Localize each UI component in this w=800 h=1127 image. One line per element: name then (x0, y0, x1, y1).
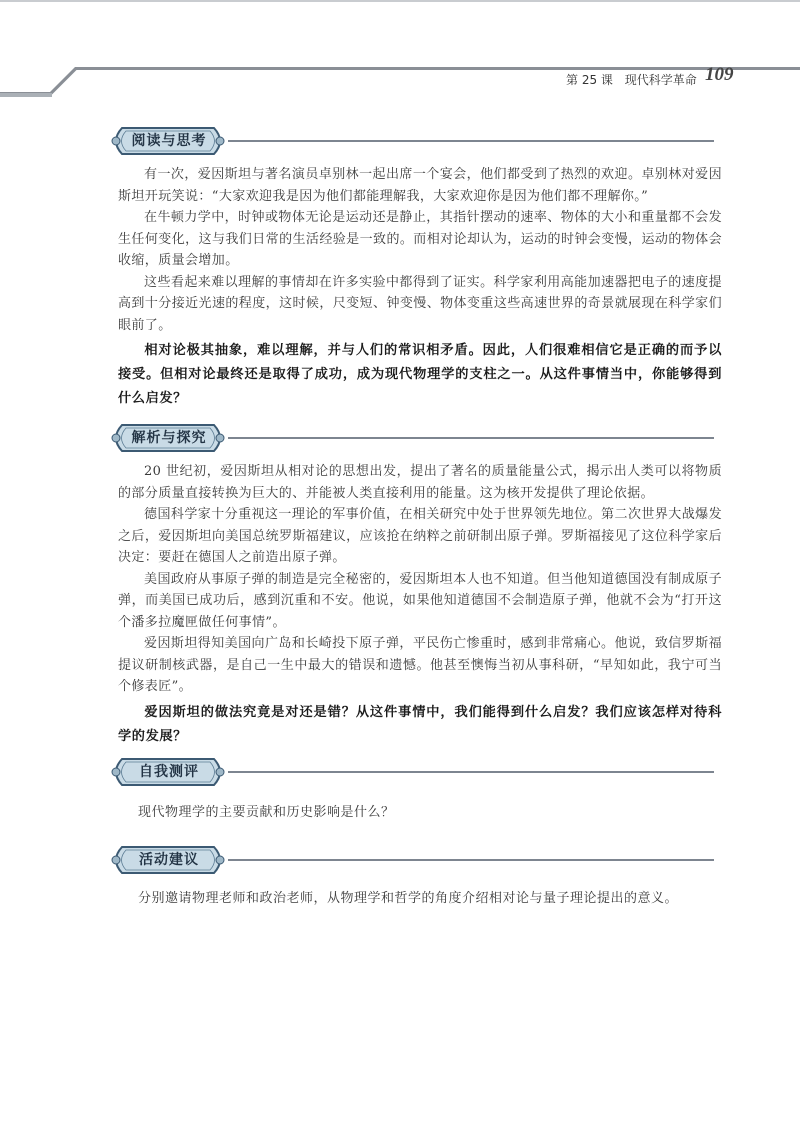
paragraph: 爱因斯坦得知美国向广岛和长崎投下原子弹，平民伤亡惨重时，感到非常痛心。他说，致信罗斯福提议研制核武器，是自己一生中最大的错误和遗憾。他甚至懊悔当初从事科研，“早知如此，我宁可当个修表匠”。 (118, 636, 722, 694)
section-body (118, 461, 722, 749)
section-body (118, 164, 722, 411)
section-divider (228, 437, 714, 439)
section-divider (228, 140, 714, 142)
activity-suggestion-text: 分别邀请物理老师和政治老师，从物理学和哲学的角度介绍相对论与量子理论提出的意义。 (138, 891, 679, 906)
section-title: 解析与探究 (131, 430, 207, 446)
discussion-question: 爱因斯坦的做法究竟是对还是错？从这件事情中，我们能得到什么启发？我们应该怎样对待科学的发展？ (118, 704, 722, 744)
discussion-question: 相对论极其抽象，难以理解，并与人们的常识相矛盾。因此，人们很难相信它是正确的而予以接受。但相对论最终还是取得了成功，成为现代物理学的支柱之一。从这件事情当中，你能够得到什么启发？ (118, 343, 722, 406)
lesson-title: 现代科学革命 (624, 73, 697, 87)
assessment-question: 现代物理学的主要贡献和历史影响是什么？ (138, 805, 395, 820)
section-title: 阅读与思考 (131, 133, 207, 149)
section-title: 活动建议 (139, 852, 199, 868)
paragraph: 20 世纪初，爱因斯坦从相对论的思想出发，提出了著名的质量能量公式，揭示出人类可以将物质的部分质量直接转换为巨大的、并能被人类直接利用的能量。这为核开发提供了理论依据。 (118, 464, 722, 501)
paragraph: 有一次，爱因斯坦与著名演员卓别林一起出席一个宴会，他们都受到了热烈的欢迎。卓别林对爱因斯坦开玩笑说：“大家欢迎我是因为他们都能理解我，大家欢迎你是因为他们都不理解你。” (118, 167, 722, 204)
paragraph: 在牛顿力学中，时钟或物体无论是运动还是静止，其指针摆动的速率、物体的大小和重量都不会发生任何变化，这与我们日常的生活经验是一致的。而相对论却认为，运动的时钟会变慢，运动的物体会收缩，质量会增加。 (118, 210, 722, 268)
paragraph: 这些看起来难以理解的事情却在许多实验中都得到了证实。科学家利用高能加速器把电子的速度提高到十分接近光速的程度，这时候，尺变短、钟变慢、物体变重这些高速世界的奇景就展现在科学家们眼前了。 (118, 274, 722, 333)
paragraph: 美国政府从事原子弹的制造是完全秘密的，爱因斯坦本人也不知道。但当他知道德国没有制成原子弹，而美国已成功后，感到沉重和不安。他说，如果他知道德国不会制造原子弹，他就不会为“打开这个潘多拉魔匣做任何事情”。 (118, 571, 722, 630)
paragraph: 德国科学家十分重视这一理论的军事价值，在相关研究中处于世界领先地位。第二次世界大战爆发之后，爱因斯坦向美国总统罗斯福建议，应该抢在纳粹之前研制出原子弹。罗斯福接见了这位科学家后决定：要赶在德国人之前造出原子弹。 (118, 507, 722, 565)
lesson-number: 第 25 课 (566, 73, 613, 87)
running-header (566, 71, 697, 88)
section-divider (228, 771, 714, 773)
section-title: 自我测评 (139, 764, 199, 780)
section-divider (228, 859, 714, 861)
page-number: 109 (705, 64, 734, 85)
